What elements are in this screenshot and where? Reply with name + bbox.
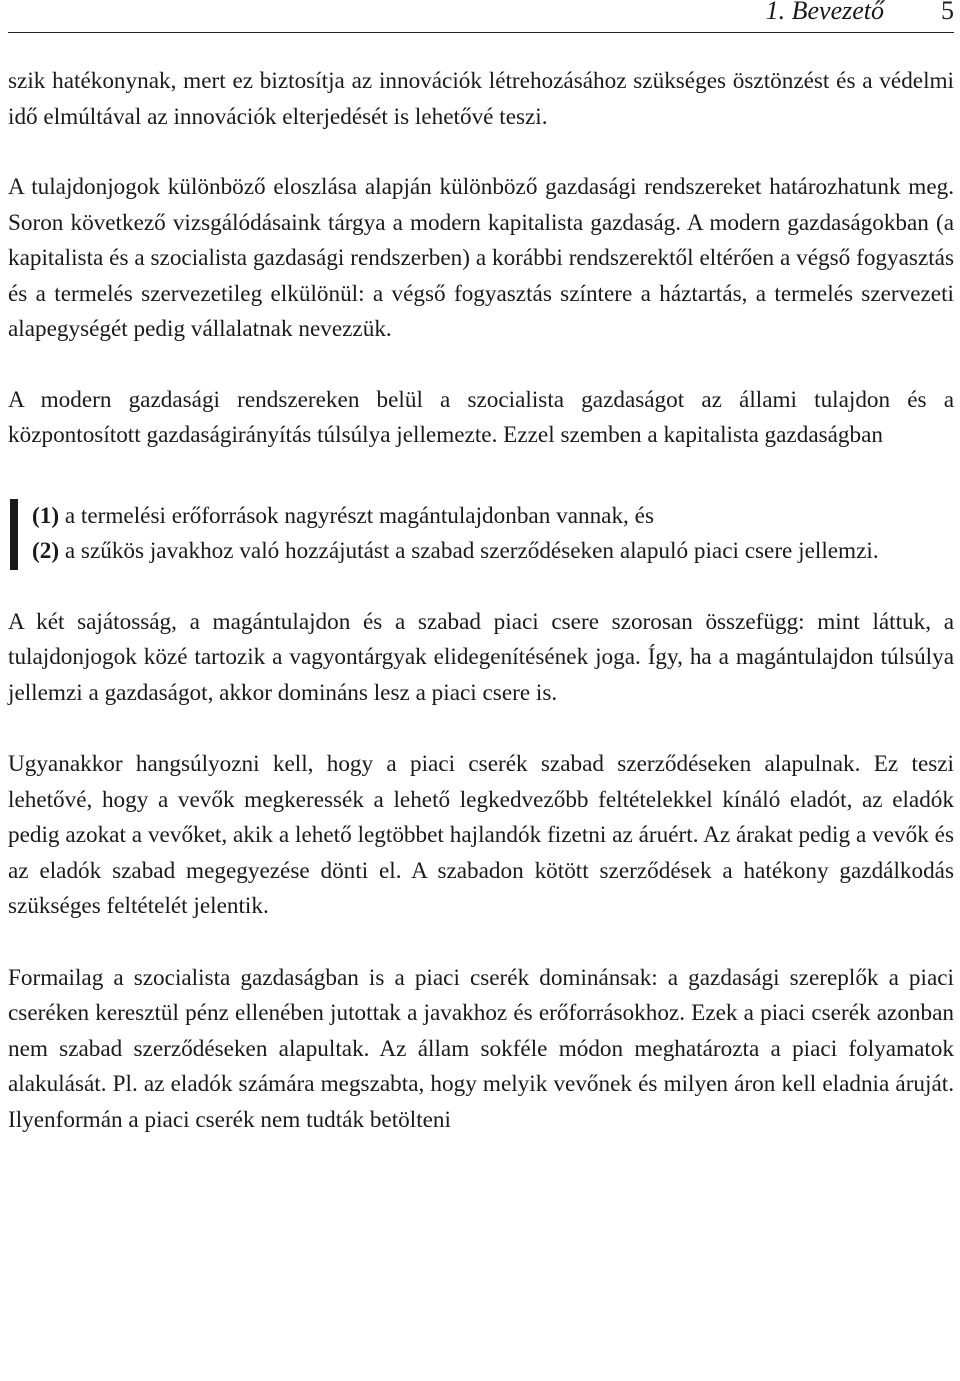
document-page	[8, 0, 954, 1138]
body-paragraph: A modern gazdasági rendszereken belül a szocialista gazdaságot az állami tulajdon és a központosított gazdaságirányítás túlsúlya jellemezte. Ezzel szemben a kapitalista gazdaságban	[8, 386, 954, 448]
list-item-number: (2)	[32, 538, 60, 564]
running-header	[8, 0, 954, 33]
list-item-text: a termelési erőforrások nagyrészt magántulajdonban vannak, és	[59, 502, 654, 529]
list-item	[32, 499, 954, 535]
page-number: 5	[941, 0, 954, 25]
highlighted-list	[10, 499, 954, 570]
body-paragraph: szik hatékonynak, mert ez biztosítja az innovációk létrehozásához szükséges ösztönzést és a védelmi idő elmúltával az innovációk elterjedését is lehetővé teszi.	[8, 68, 954, 130]
list-item-number: (1)	[32, 502, 60, 529]
body-paragraph: Formailag a szocialista gazdaságban is a piaci cserék dominánsak: a gazdasági szereplők a piaci cseréken keresztül pénz ellenében jutottak a javakhoz és erőforrásokhoz. Ezek a piaci cserék azonban nem szabad szerződéseken alapultak. Az állam sokféle módon meghatározta a piaci folyamatok alakulását. Pl. az eladók számára megszabta, hogy melyik vevőnek és milyen áron kell eladnia áruját. Ilyenformán a piaci cserék nem tudták betölteni	[8, 964, 954, 1133]
body-paragraph: A két sajátosság, a magántulajdon és a szabad piaci csere szorosan összefügg: mint láttuk, a tulajdonjogok közé tartozik a vagyontárgyak elidegenítésének joga. Így, ha a magántulajdon túlsúlya jellemzi a gazdaságot, akkor domináns lesz a piaci csere is.	[8, 608, 954, 706]
body-paragraph: Ugyanakkor hangsúlyozni kell, hogy a piaci cserék szabad szerződéseken alapulnak. Ez teszi lehetővé, hogy a vevők megkeressék a lehető legkedvezőbb feltételekkel kínáló eladót, az eladók pedig azokat a vevőket, akik a lehető legtöbbet hajlandók fizetni az áruért. Az árakat pedig a vevők és az eladók szabad megegyezése dönti el. A szabadon kötött szerződések a hatékony gazdálkodás szükséges feltételét jelentik.	[8, 751, 954, 919]
list-item	[32, 534, 954, 570]
body-paragraph: A tulajdonjogok különböző eloszlása alapján különböző gazdasági rendszereket határozhatunk meg. Soron következő vizsgálódásaink tárgya a modern kapitalista gazdaság. A modern gazdaságokban (a kapitalista és a szocialista gazdasági rendszerben) a korábbi rendszerektől eltérően a végső fogyasztás és a termelés szervezetileg elkülönül: a végső fogyasztás színtere a háztartás, a termelés szervezeti alapegységét pedig vállalatnak nevezzük.	[8, 174, 954, 342]
list-item-text: a szűkös javakhoz való hozzájutást a szabad szerződéseken alapuló piaci csere jellemzi.	[59, 538, 879, 564]
running-title: 1. Bevezető	[765, 0, 884, 25]
